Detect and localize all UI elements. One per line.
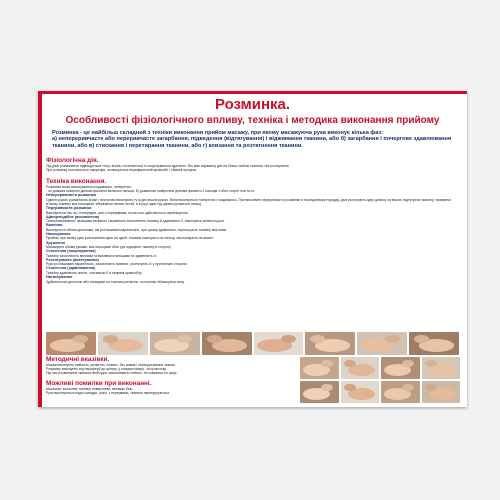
technique-section — [46, 178, 459, 284]
massage-photo-1 — [46, 332, 96, 355]
method-line: Масаж виконують повільно, ритмічно, плавно, без ривків і перекручування тканин. — [46, 363, 176, 367]
hand-shape — [344, 360, 356, 368]
hand-shape — [103, 335, 118, 343]
hand-shape — [321, 360, 333, 368]
errors-line: Масажист захоплює тканину поверхнево, виникає біль. — [46, 387, 134, 391]
massage-photo-6 — [305, 332, 355, 355]
hand-shape — [385, 335, 400, 343]
technique-subheading: Щипцеподібне (визначення) — [46, 214, 100, 219]
method-heading: Методичні вказівки. — [46, 356, 110, 363]
technique-subheading: Зрушення — [46, 240, 65, 245]
side-photo-2 — [341, 357, 380, 379]
hand-shape — [310, 335, 325, 343]
technique-line: Масажують обома руками, між пальцями обох рук зрушують тканину в сторону. — [46, 245, 172, 250]
technique-line: Тканину захоплюють великим та вказівним пальцями та здавлюють їх. — [46, 253, 158, 258]
massage-photo-2 — [98, 332, 148, 355]
technique-subheading: Накочування — [46, 232, 71, 237]
side-photo-3 — [381, 357, 420, 379]
side-photo-1 — [300, 357, 339, 379]
hand-shape — [414, 335, 429, 343]
method-section — [46, 356, 296, 376]
intro-line: а) непереривчасте або переривчасте загарбання, підведення (відтягування) і віджимання тканини, або б) загарбання і почергове здавлювання тканини, або в) стискання і перетирання тканини, або г) ковзання та розтягнення тканини. — [52, 136, 452, 149]
hand-shape — [425, 384, 437, 392]
hand-shape — [281, 335, 296, 343]
technique-subheading: Непереривчаста розминка — [46, 193, 96, 198]
technique-heading: Техніка виконання. — [46, 178, 107, 185]
method-line: Під час розминання тканини необхідно захоплювати глибоко, не ковзаючи по шкірі. — [46, 371, 178, 376]
errors-line: Рухи виконуються надто швидко, різко, з перервами, тканини перекручуються. — [46, 391, 171, 396]
physiology-section — [46, 157, 459, 172]
technique-subheading: Розтягування (витягування) — [46, 257, 99, 262]
technique-line: - по довжині поверхні ділянки фаланги великого пальця. Б) довжиною поверхнею ділянки фаланги 2 пальців з обох сторін тіла та ін. — [46, 189, 255, 194]
method-line: Розминку виконують від периферії до центру, у напрямі лімфо- та кровотоку. — [46, 367, 167, 372]
errors-heading: Можливі помилки при виконанні. — [46, 380, 152, 387]
poster — [38, 91, 467, 407]
technique-line: Руки розташовані паралельно, захоплюють тканини і розтягують їх у протилежні сторони. — [46, 262, 188, 267]
technique-subheading: Стиснення (здавлювання) — [46, 266, 96, 271]
top-accent-band — [38, 91, 467, 94]
technique-line: Здійснюється долонею або пальцями на тканини ритмічно, поступово збільшуючи силу. — [46, 279, 185, 284]
technique-line: Розминка може виконуватися поздовжньо, поперечно; — [46, 185, 132, 189]
physiology-heading: Фізіологічна дія. — [46, 157, 99, 164]
massage-photo-8 — [409, 332, 459, 355]
physiology-line: Під дією розминання підвищується тонус м'язів, посилюється їх скорочувальна здатність. Він має виражену дію на більш глибокі тканини, ніж розтирання. — [46, 164, 290, 168]
side-photo-grid — [300, 357, 460, 403]
technique-line: Тканину здавлюють кистю, стискаючи її в напрямі кровообігу. — [46, 270, 143, 275]
page-title: Розминка. — [214, 96, 291, 113]
massage-photo-strip — [46, 332, 459, 355]
technique-subheading: Валяння — [46, 223, 63, 228]
side-photo-8 — [422, 381, 461, 403]
side-photo-7 — [381, 381, 420, 403]
technique-line: Однією рукою розминають м'язи і почергово виконують ту ж дію іншою рукою. Вона виконується поперечно і поздовжньо. При виконанні переривчастої розминки в послідовному порядку, далі розтягують одну ділянку за іншою, відтягуючи тканину, тримаючи м'язову тканину між пальцями, зберігаючи натиск на ній, а в руці один під одним рухаються пальці. — [46, 197, 451, 207]
technique-line: Виконується обома долонями, які розташовані паралельно, при цьому здавлюють, перекочують тканину між ними. — [46, 227, 228, 232]
massage-photo-7 — [357, 332, 407, 355]
technique-subheading: Стиснення (пощипування) — [46, 249, 96, 254]
technique-line: Прийом, при якому руки розташовані одна на одній, тканини накочують на пальці; застосовують на животі. — [46, 236, 215, 241]
side-photo-6 — [341, 381, 380, 403]
hand-shape — [207, 335, 222, 343]
side-photo-5 — [300, 381, 339, 403]
hand-shape — [73, 335, 88, 343]
technique-subheading: Переривчаста розминка — [46, 206, 92, 211]
massage-photo-5 — [254, 332, 304, 355]
hand-shape — [321, 384, 333, 392]
side-photo-4 — [422, 357, 461, 379]
massage-photo-3 — [150, 332, 200, 355]
intro-line: Розминка - це найбільш складний з техніки виконання прийом масажу, при якому масажуюча рука виконує кілька фаз: — [52, 130, 384, 136]
hand-shape — [177, 335, 192, 343]
hand-shape — [425, 360, 437, 368]
technique-subheading: Натискування — [46, 275, 73, 280]
technique-line: Виконується так, як і попередня, але з переривами, після чого здійснюється переміщення. — [46, 210, 189, 215]
massage-photo-4 — [202, 332, 252, 355]
hand-shape — [344, 384, 356, 392]
hand-shape — [402, 360, 414, 368]
errors-section — [46, 380, 296, 395]
left-accent-band — [38, 91, 42, 407]
physiology-line: При розминці посилюється тіморефія, поліпшується периферичний кровообіг і обмінні процеси. — [46, 168, 198, 173]
hand-shape — [402, 384, 414, 392]
intro-text — [52, 130, 458, 149]
technique-line: Техніка виконання: пальцями великого і вказівного захоплюють тканину й здавлюють її, виконуючи ритмічні рухи. — [46, 219, 225, 224]
page-subtitle: Особливості фізіологічного впливу, техніка і методика виконання прийому — [65, 115, 440, 126]
